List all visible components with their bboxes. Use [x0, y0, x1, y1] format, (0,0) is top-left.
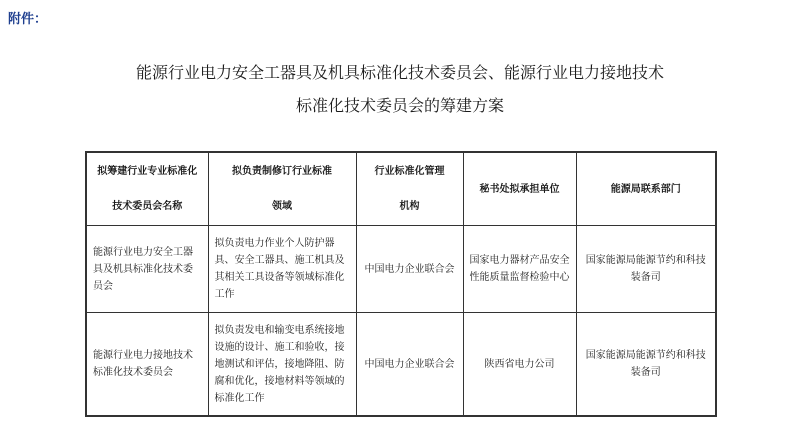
header-committee-name-line-2: 技术委员会名称: [112, 201, 183, 212]
header-committee-name-line-1: 拟筹建行业专业标准化: [97, 166, 198, 177]
header-management-org-line-1: 行业标准化管理: [374, 166, 445, 177]
page-title-line-1: 能源行业电力安全工器具及机具标准化技术委员会、能源行业电力接地技术: [135, 63, 664, 82]
table-row: [86, 313, 716, 417]
header-scope-line-1: 拟负责制修订行业标准: [232, 166, 332, 177]
header-contact-department: 能源局联系部门: [576, 152, 716, 226]
attachment-label: 附件：: [8, 12, 48, 27]
cell-committee-name: 能源行业电力安全工器具及机具标准化技术委员会: [86, 226, 208, 313]
cell-contact-department: 国家能源局能源节约和科技装备司: [576, 226, 716, 313]
cell-scope: 拟负责电力作业个人防护器具、安全工器具、施工机具及其相关工具设备等领域标准化工作: [208, 226, 356, 313]
cell-committee-name: 能源行业电力接地技术标准化技术委员会: [86, 313, 208, 417]
header-secretariat: 秘书处拟承担单位: [463, 152, 576, 226]
plan-table: [85, 151, 717, 417]
header-management-org: [356, 152, 463, 226]
page-title-line-2: 标准化技术委员会的筹建方案: [295, 96, 504, 115]
table-header-row: [86, 152, 716, 226]
table-row: [86, 226, 716, 313]
header-scope-line-2: 领域: [272, 201, 292, 212]
cell-scope: 拟负责发电和输变电系统接地设施的设计、施工和验收，接地测试和评估，接地降阻、防腐和优化，接地材料等领域的标准化工作: [208, 313, 356, 417]
cell-management-org: 中国电力企业联合会: [356, 226, 463, 313]
header-management-org-line-2: 机构: [399, 201, 420, 212]
cell-contact-department: 国家能源局能源节约和科技装备司: [576, 313, 716, 417]
header-scope: [208, 152, 356, 226]
cell-management-org: 中国电力企业联合会: [356, 313, 463, 417]
header-committee-name: [86, 152, 208, 226]
cell-secretariat: 国家电力器材产品安全性能质量监督检验中心: [463, 226, 576, 313]
cell-secretariat: 陕西省电力公司: [463, 313, 576, 417]
